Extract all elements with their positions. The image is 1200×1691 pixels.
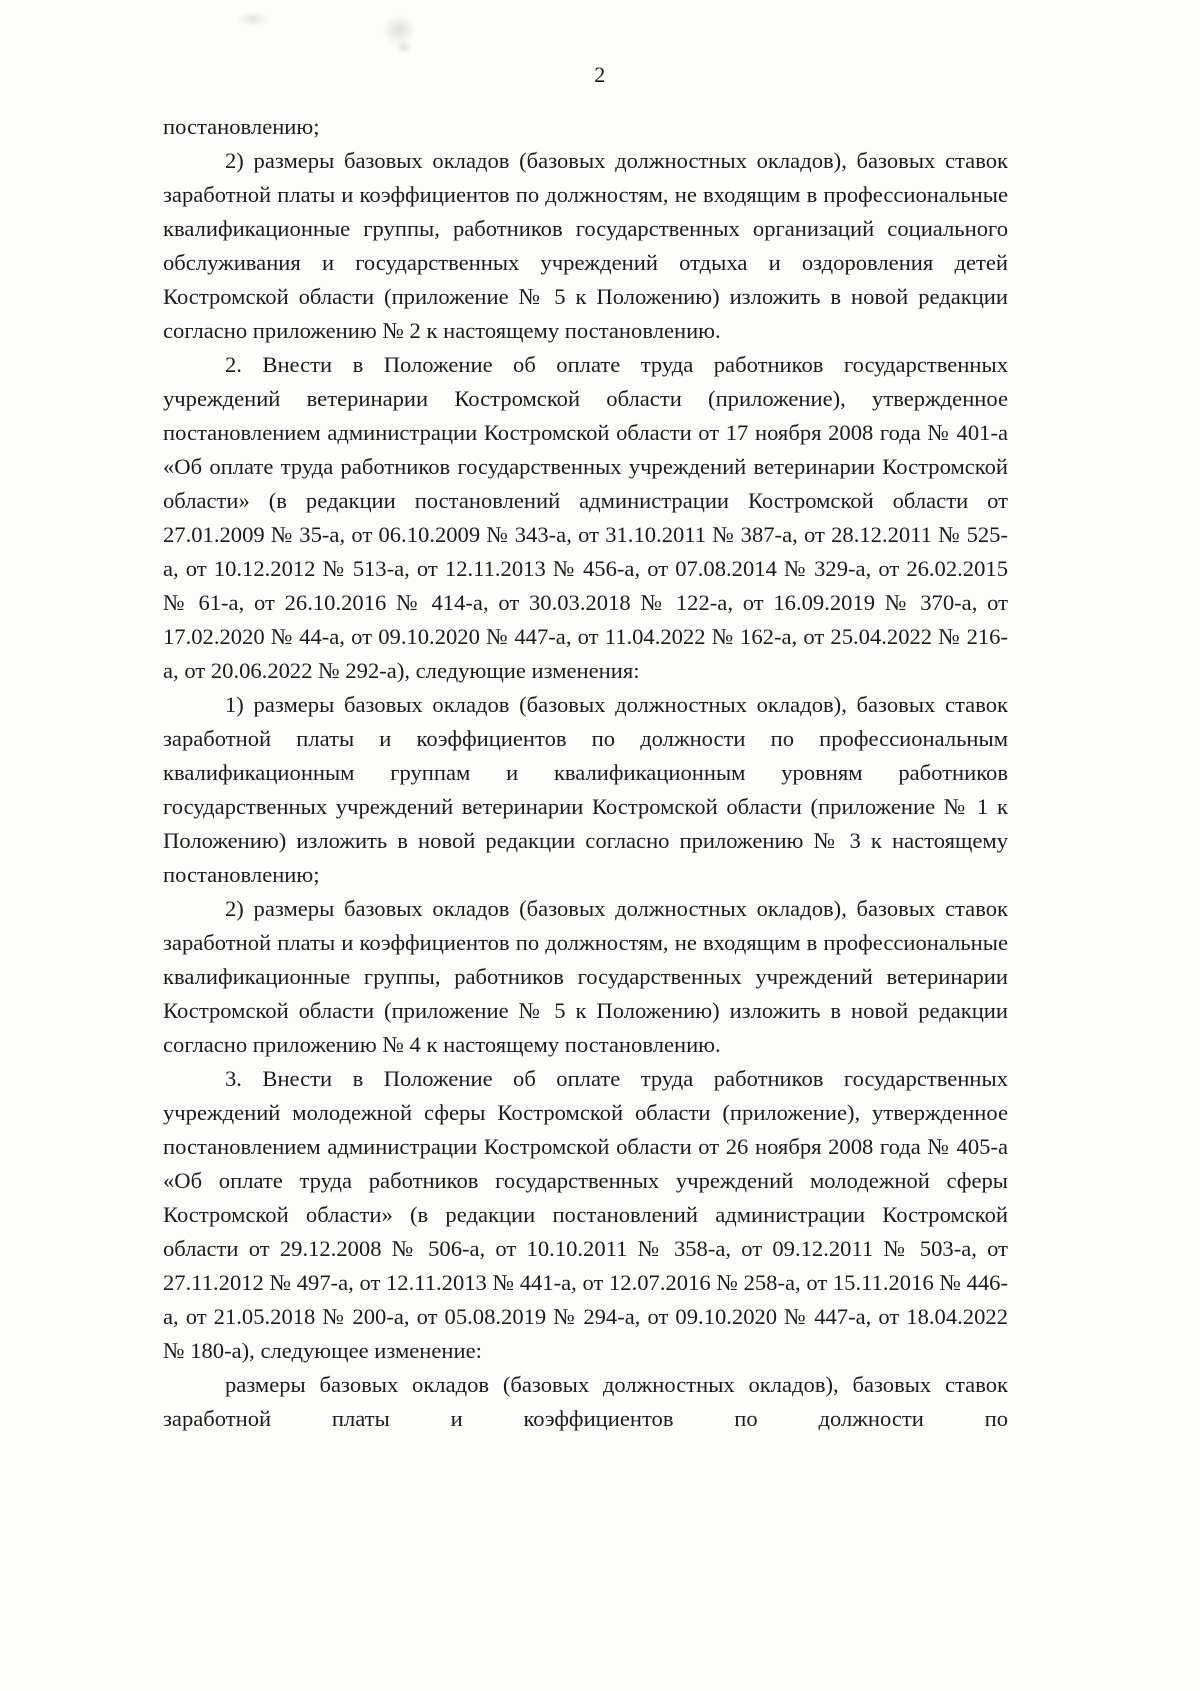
paragraph-section-3-intro: 3. Внести в Положение об оплате труда работников государственных учреждений молодежной сферы Костромской области (приложение), утвержденное постановлением администрации Костромской области от 26 ноября 2008 года № 405-а «Об оплате труда работников государственных учреждений молодежной сферы Костромской области» (в редакции постановлений администрации Костромской области от 29.12.2008 № 506-а, от 10.10.2011 № 358-а, от 09.12.2011 № 503-а, от 27.11.2012 № 497-а, от 12.11.2013 № 441-а, от 12.07.2016 № 258-а, от 15.11.2016 № 446-а, от 21.05.2018 № 200-а, от 05.08.2019 № 294-а, от 09.10.2020 № 447-а, от 18.04.2022 № 180-а), следующее изменение: xyxy=(163,1066,1008,1363)
paragraph-section-2-item-1: 1) размеры базовых окладов (базовых должностных окладов), базовых ставок заработной платы и коэффициентов по должности по профессиональным квалификационным группам и квалификационным уровням работников государственных учреждений ветеринарии Костромской области (приложение № 1 к Положению) изложить в новой редакции согласно приложению № 3 к настоящему постановлению; xyxy=(163,692,1008,887)
scan-smudge-artifact xyxy=(236,12,270,26)
paragraph-section-2-intro: 2. Внести в Положение об оплате труда работников государственных учреждений ветеринарии Костромской области (приложение), утвержденное постановлением администрации Костромской области от 17 ноября 2008 года № 401-а «Об оплате труда работников государственных учреждений ветеринарии Костромской области» (в редакции постановлений администрации Костромской области от 27.01.2009 № 35-а, от 06.10.2009 № 343-а, от 31.10.2011 № 387-а, от 28.12.2011 № 525-а, от 10.12.2012 № 513-а, от 12.11.2013 № 456-а, от 07.08.2014 № 329-а, от 26.02.2015 № 61-а, от 26.10.2016 № 414-а, от 30.03.2018 № 122-а, от 16.09.2019 № 370-а, от 17.02.2020 № 44-а, от 09.10.2020 № 447-а, от 11.04.2022 № 162-а, от 25.04.2022 № 216-а, от 20.06.2022 № 292-а), следующие изменения: xyxy=(163,352,1008,683)
scan-smudge-artifact xyxy=(396,40,412,54)
paragraph-section-1-item-2: 2) размеры базовых окладов (базовых должностных окладов), базовых ставок заработной платы и коэффициентов по должностям, не входящим в профессиональные квалификационные группы, работников государственных организаций социального обслуживания и государственных учреждений отдыха и оздоровления детей Костромской области (приложение № 5 к Положению) изложить в новой редакции согласно приложению № 2 к настоящему постановлению. xyxy=(163,148,1008,343)
paragraph-section-2-item-2: 2) размеры базовых окладов (базовых должностных окладов), базовых ставок заработной платы и коэффициентов по должностям, не входящим в профессиональные квалификационные группы, работников государственных учреждений ветеринарии Костромской области (приложение № 5 к Положению) изложить в новой редакции согласно приложению № 4 к настоящему постановлению. xyxy=(163,896,1008,1057)
document-body xyxy=(163,110,1008,1436)
scan-smudge-artifact xyxy=(382,14,416,46)
page-number: 2 xyxy=(594,62,606,87)
paragraph-section-3-body: размеры базовых окладов (базовых должностных окладов), базовых ставок заработной платы и коэффициентов по должности по xyxy=(163,1372,1008,1431)
paragraph-continuation: постановлению; xyxy=(163,114,320,139)
